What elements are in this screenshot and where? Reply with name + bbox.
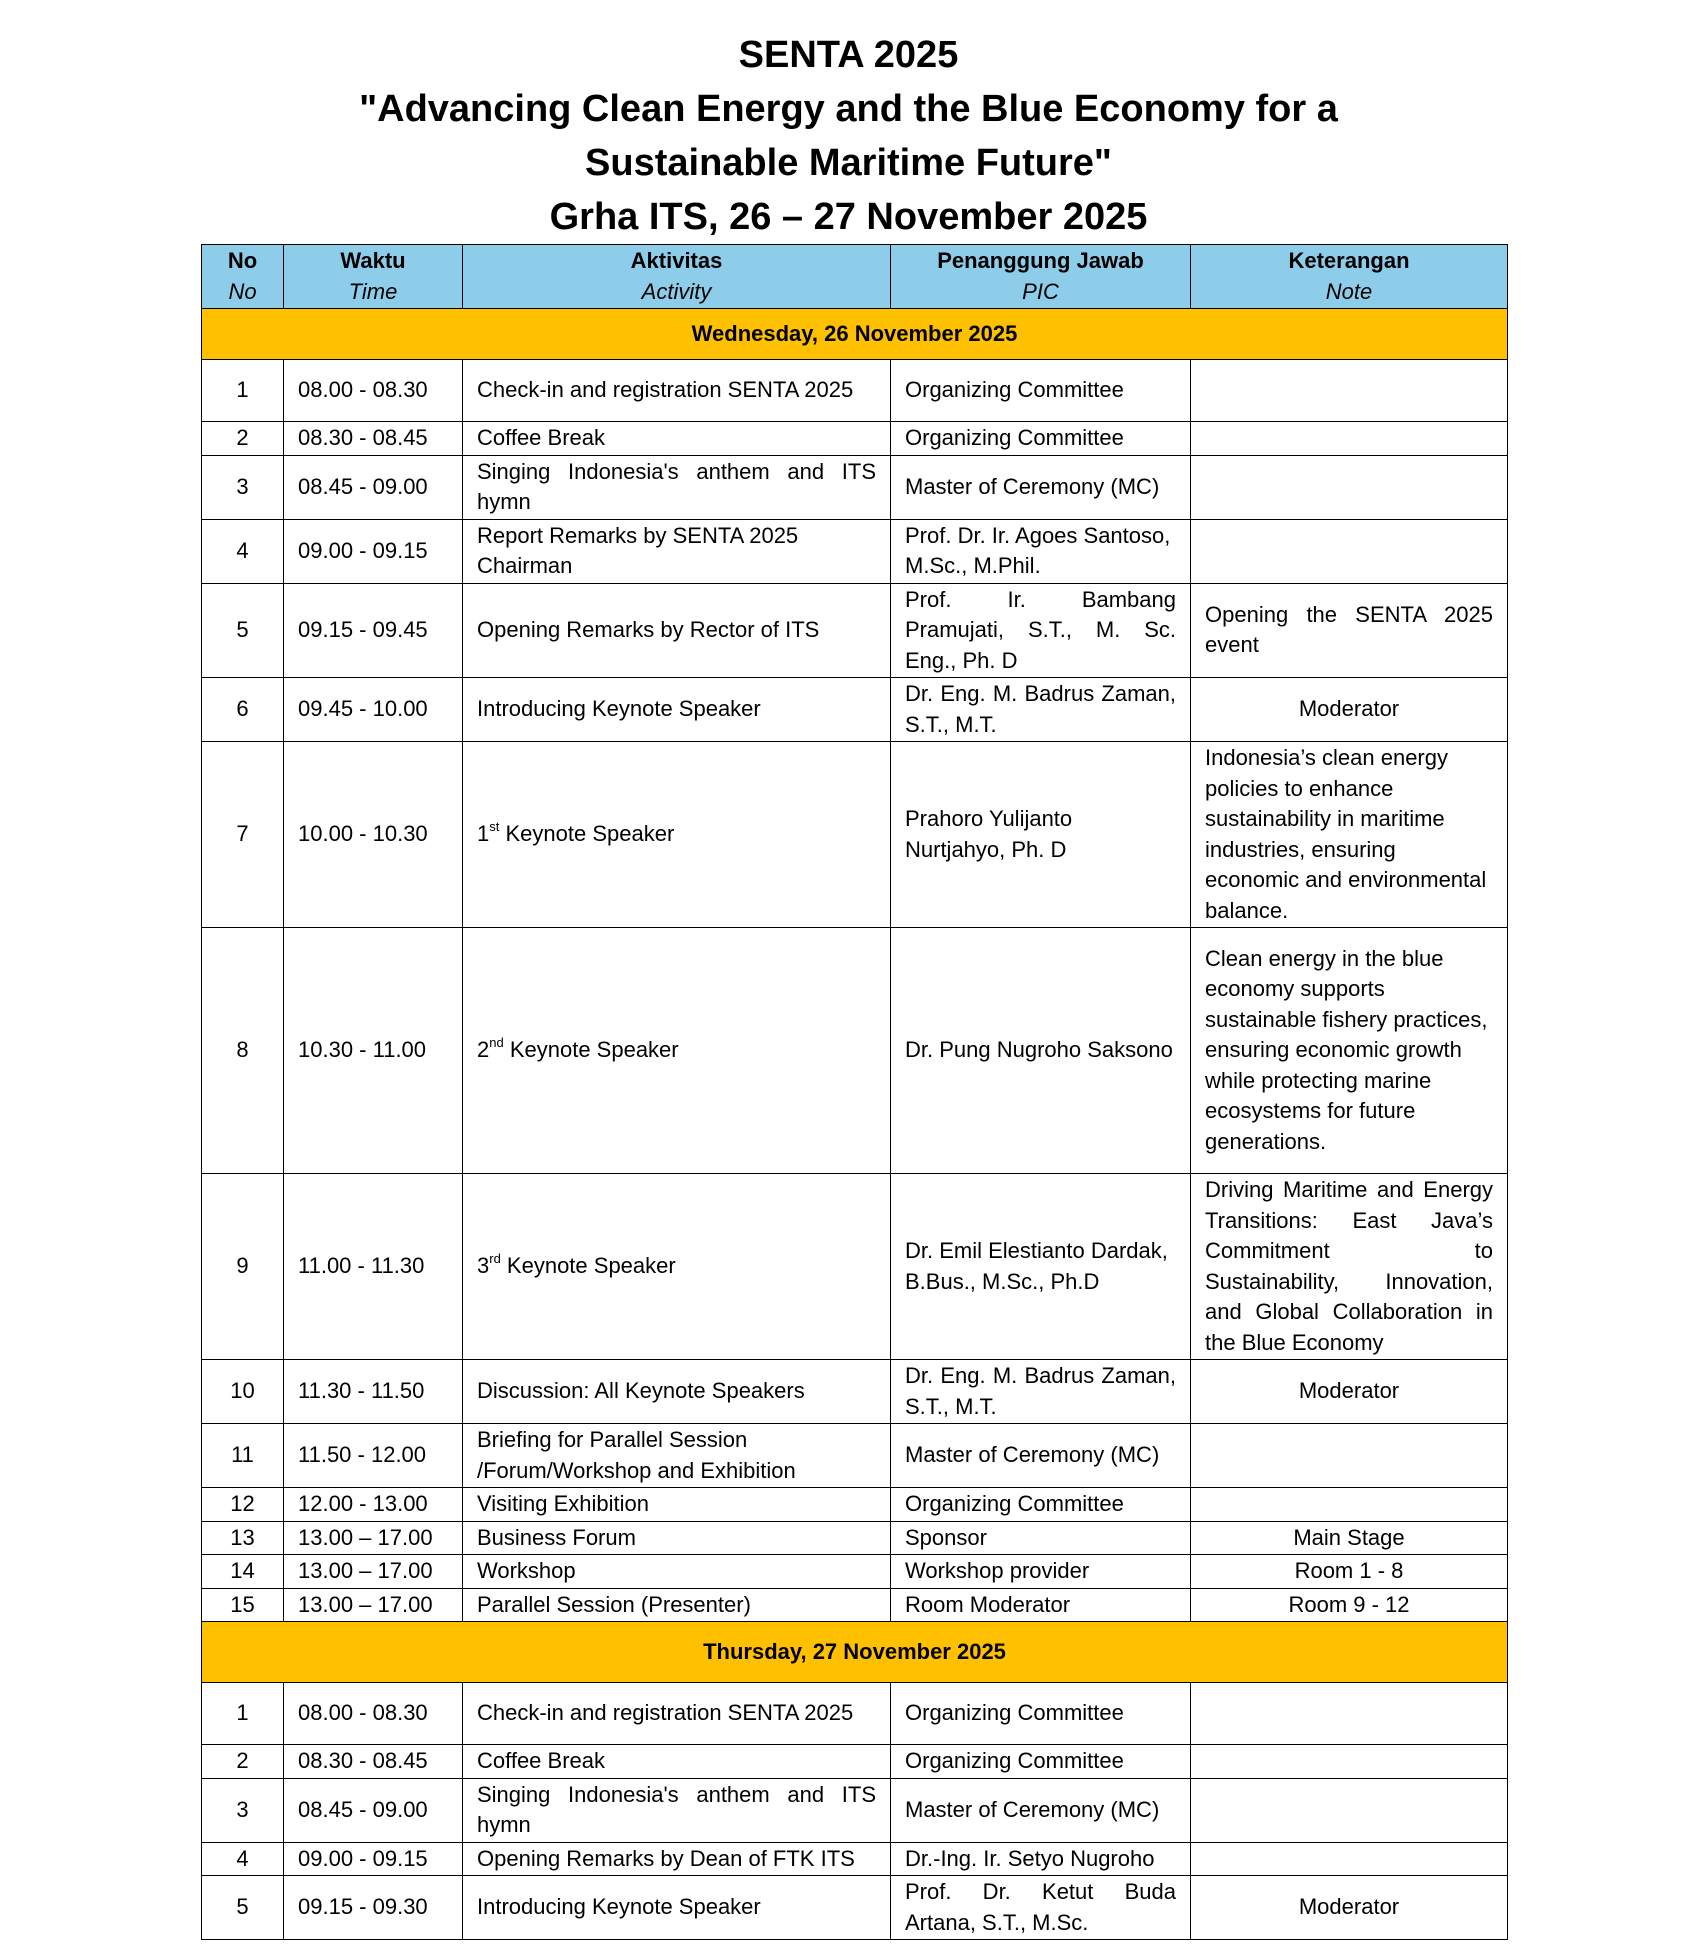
cell-no: 5 <box>202 1876 284 1940</box>
cell-time: 10.30 - 11.00 <box>284 928 463 1174</box>
cell-activity: Visiting Exhibition <box>463 1488 891 1522</box>
cell-activity: Opening Remarks by Rector of ITS <box>463 583 891 678</box>
cell-note: Room 1 - 8 <box>1191 1555 1508 1589</box>
table-row <box>202 1174 1508 1360</box>
cell-activity: Coffee Break <box>463 422 891 456</box>
header-note: Keterangan Note <box>1191 245 1508 309</box>
table-row <box>202 519 1508 583</box>
title-line-1: SENTA 2025 <box>738 34 959 76</box>
table-row <box>202 1424 1508 1488</box>
cell-pic: Master of Ceremony (MC) <box>891 455 1191 519</box>
cell-activity: 2nd Keynote Speaker <box>463 928 891 1174</box>
cell-pic: Dr. Eng. M. Badrus Zaman, S.T., M.T. <box>891 678 1191 742</box>
cell-note: Opening the SENTA 2025 event <box>1191 583 1508 678</box>
cell-pic: Dr. Eng. M. Badrus Zaman, S.T., M.T. <box>891 1360 1191 1424</box>
cell-time: 08.45 - 09.00 <box>284 455 463 519</box>
cell-activity: 1st Keynote Speaker <box>463 742 891 928</box>
cell-activity: Parallel Session (Presenter) <box>463 1588 891 1622</box>
cell-pic: Organizing Committee <box>891 360 1191 422</box>
cell-pic: Dr.-Ing. Ir. Setyo Nugroho <box>891 1842 1191 1876</box>
cell-time: 13.00 – 17.00 <box>284 1588 463 1622</box>
table-row <box>202 1521 1508 1555</box>
cell-no: 2 <box>202 422 284 456</box>
day-header-row <box>202 1622 1508 1683</box>
cell-note <box>1191 519 1508 583</box>
cell-activity: Introducing Keynote Speaker <box>463 1876 891 1940</box>
cell-activity: Coffee Break <box>463 1745 891 1779</box>
cell-note <box>1191 1683 1508 1745</box>
cell-no: 4 <box>202 1842 284 1876</box>
cell-note: Clean energy in the blue economy supports sustainable fishery practices, ensuring economic growth while protecting marine ecosystems for future generations. <box>1191 928 1508 1174</box>
cell-pic: Organizing Committee <box>891 422 1191 456</box>
cell-no: 3 <box>202 1778 284 1842</box>
table-row <box>202 455 1508 519</box>
title-line-3: Sustainable Maritime Future" <box>585 142 1112 184</box>
cell-no: 15 <box>202 1588 284 1622</box>
header-activity: Aktivitas Activity <box>463 245 891 309</box>
cell-note <box>1191 1745 1508 1779</box>
cell-time: 08.00 - 08.30 <box>284 1683 463 1745</box>
table-row <box>202 678 1508 742</box>
cell-time: 13.00 – 17.00 <box>284 1555 463 1589</box>
cell-pic: Prof. Dr. Ir. Agoes Santoso, M.Sc., M.Phil. <box>891 519 1191 583</box>
cell-pic: Organizing Committee <box>891 1683 1191 1745</box>
cell-time: 09.15 - 09.30 <box>284 1876 463 1940</box>
cell-pic: Organizing Committee <box>891 1488 1191 1522</box>
cell-note <box>1191 1488 1508 1522</box>
table-row <box>202 742 1508 928</box>
cell-time: 09.00 - 09.15 <box>284 519 463 583</box>
cell-pic: Dr. Pung Nugroho Saksono <box>891 928 1191 1174</box>
cell-no: 8 <box>202 928 284 1174</box>
cell-no: 13 <box>202 1521 284 1555</box>
cell-pic: Master of Ceremony (MC) <box>891 1424 1191 1488</box>
cell-note: Moderator <box>1191 1360 1508 1424</box>
table-row <box>202 1778 1508 1842</box>
schedule-table <box>201 244 1508 1940</box>
cell-note <box>1191 455 1508 519</box>
table-row <box>202 1588 1508 1622</box>
cell-no: 5 <box>202 583 284 678</box>
table-row <box>202 1360 1508 1424</box>
cell-no: 1 <box>202 1683 284 1745</box>
cell-time: 08.30 - 08.45 <box>284 422 463 456</box>
cell-pic: Master of Ceremony (MC) <box>891 1778 1191 1842</box>
day-header-row <box>202 309 1508 360</box>
cell-note <box>1191 422 1508 456</box>
cell-time: 13.00 – 17.00 <box>284 1521 463 1555</box>
document-title <box>0 28 1697 244</box>
cell-activity: Report Remarks by SENTA 2025 Chairman <box>463 519 891 583</box>
cell-no: 7 <box>202 742 284 928</box>
table-row <box>202 928 1508 1174</box>
cell-pic: Sponsor <box>891 1521 1191 1555</box>
cell-activity: Opening Remarks by Dean of FTK ITS <box>463 1842 891 1876</box>
cell-activity: Workshop <box>463 1555 891 1589</box>
cell-activity: Singing Indonesia's anthem and ITS hymn <box>463 455 891 519</box>
cell-activity: Check-in and registration SENTA 2025 <box>463 360 891 422</box>
title-line-4: Grha ITS, 26 – 27 November 2025 <box>549 196 1148 238</box>
table-row <box>202 422 1508 456</box>
table-header <box>202 245 1508 309</box>
cell-time: 11.50 - 12.00 <box>284 1424 463 1488</box>
cell-pic: Room Moderator <box>891 1588 1191 1622</box>
cell-no: 4 <box>202 519 284 583</box>
cell-no: 10 <box>202 1360 284 1424</box>
cell-note: Driving Maritime and Energy Transitions: East Java’s Commitment to Sustainability, Innovation, and Global Collaboration in the Blue Economy <box>1191 1174 1508 1360</box>
day-2-label: Thursday, 27 November 2025 <box>202 1622 1508 1683</box>
cell-note: Moderator <box>1191 678 1508 742</box>
cell-pic: Prof. Dr. Ketut Buda Artana, S.T., M.Sc. <box>891 1876 1191 1940</box>
cell-no: 9 <box>202 1174 284 1360</box>
cell-note: Room 9 - 12 <box>1191 1588 1508 1622</box>
cell-pic: Prahoro Yulijanto Nurtjahyo, Ph. D <box>891 742 1191 928</box>
table-row <box>202 1683 1508 1745</box>
day-1-label: Wednesday, 26 November 2025 <box>202 309 1508 360</box>
cell-no: 3 <box>202 455 284 519</box>
cell-time: 09.45 - 10.00 <box>284 678 463 742</box>
cell-note: Moderator <box>1191 1876 1508 1940</box>
cell-note <box>1191 1778 1508 1842</box>
header-no: No No <box>202 245 284 309</box>
cell-activity: Check-in and registration SENTA 2025 <box>463 1683 891 1745</box>
table-row <box>202 1555 1508 1589</box>
cell-no: 14 <box>202 1555 284 1589</box>
table-row <box>202 1488 1508 1522</box>
cell-activity: Briefing for Parallel Session /Forum/Workshop and Exhibition <box>463 1424 891 1488</box>
cell-pic: Prof. Ir. Bambang Pramujati, S.T., M. Sc. Eng., Ph. D <box>891 583 1191 678</box>
cell-pic: Workshop provider <box>891 1555 1191 1589</box>
cell-pic: Dr. Emil Elestianto Dardak, B.Bus., M.Sc., Ph.D <box>891 1174 1191 1360</box>
cell-time: 08.45 - 09.00 <box>284 1778 463 1842</box>
cell-note <box>1191 1424 1508 1488</box>
header-pic: Penanggung Jawab PIC <box>891 245 1191 309</box>
cell-time: 09.00 - 09.15 <box>284 1842 463 1876</box>
cell-activity: Business Forum <box>463 1521 891 1555</box>
table-row <box>202 583 1508 678</box>
table-row <box>202 1876 1508 1940</box>
cell-time: 11.30 - 11.50 <box>284 1360 463 1424</box>
table-row <box>202 1842 1508 1876</box>
table-row <box>202 360 1508 422</box>
cell-note <box>1191 360 1508 422</box>
cell-note: Indonesia’s clean energy policies to enhance sustainability in maritime industries, ensuring economic and environmental balance. <box>1191 742 1508 928</box>
cell-no: 2 <box>202 1745 284 1779</box>
table-row <box>202 1745 1508 1779</box>
cell-time: 08.30 - 08.45 <box>284 1745 463 1779</box>
title-line-2: "Advancing Clean Energy and the Blue Economy for a <box>359 88 1338 130</box>
cell-time: 08.00 - 08.30 <box>284 360 463 422</box>
cell-time: 09.15 - 09.45 <box>284 583 463 678</box>
cell-no: 11 <box>202 1424 284 1488</box>
cell-no: 6 <box>202 678 284 742</box>
cell-activity: Introducing Keynote Speaker <box>463 678 891 742</box>
cell-time: 12.00 - 13.00 <box>284 1488 463 1522</box>
cell-activity: Singing Indonesia's anthem and ITS hymn <box>463 1778 891 1842</box>
cell-pic: Organizing Committee <box>891 1745 1191 1779</box>
cell-time: 10.00 - 10.30 <box>284 742 463 928</box>
cell-time: 11.00 - 11.30 <box>284 1174 463 1360</box>
cell-no: 1 <box>202 360 284 422</box>
cell-activity: 3rd Keynote Speaker <box>463 1174 891 1360</box>
cell-activity: Discussion: All Keynote Speakers <box>463 1360 891 1424</box>
cell-note <box>1191 1842 1508 1876</box>
header-time: Waktu Time <box>284 245 463 309</box>
cell-no: 12 <box>202 1488 284 1522</box>
cell-note: Main Stage <box>1191 1521 1508 1555</box>
